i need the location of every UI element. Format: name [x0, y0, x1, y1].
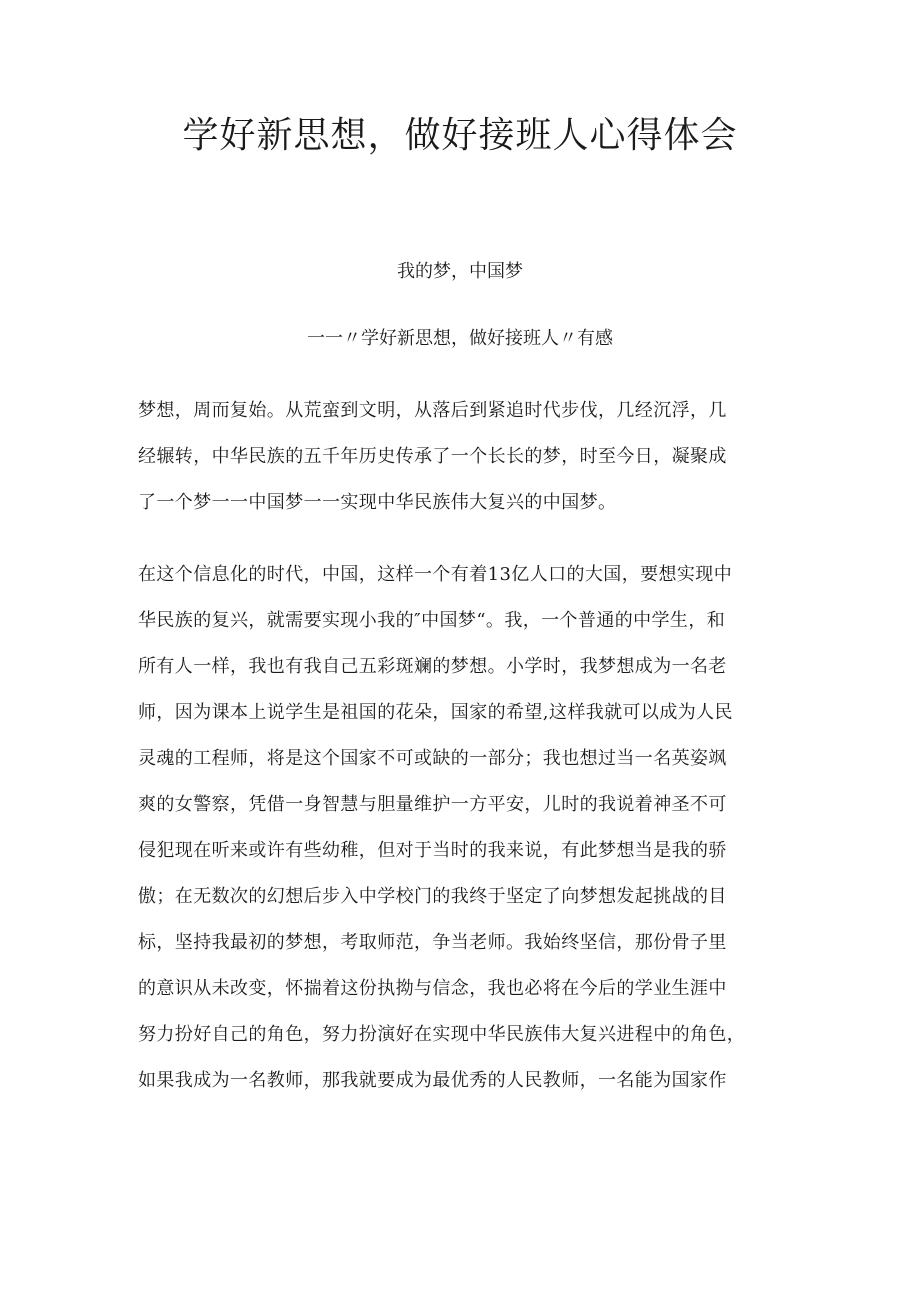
paragraph-line: 侵犯现在听来或许有些幼稚，但对于当时的我来说，有此梦想当是我的骄 [138, 840, 727, 861]
document-subsubtitle: 一一〃学好新思想，做好接班人〃有感 [307, 328, 613, 349]
paragraph-line: 努力扮好自己的角色，努力扮演好在实现中华民族伟大复兴进程中的角色， [138, 1024, 746, 1045]
paragraph-line: 经辗转，中华民族的五千年历史传承了一个长长的梦，时至今日，凝聚成 [138, 446, 727, 467]
paragraph-2 [138, 552, 798, 1104]
document-title: 学好新思想，做好接班人心得体会 [182, 115, 738, 156]
paragraph-1 [138, 388, 798, 526]
paragraph-line: 的意识从未改变，怀揣着这份执拗与信念，我也必将在今后的学业生涯中 [138, 978, 727, 999]
paragraph-line: 在这个信息化的时代，中国，这样一个有着13亿人口的大国，要想实现中 [138, 564, 733, 585]
paragraph-line: 如果我成为一名教师，那我就要成为最优秀的人民教师，一名能为国家作 [138, 1070, 727, 1091]
paragraph-line: 灵魂的工程师，将是这个国家不可或缺的一部分；我也想过当一名英姿飒 [138, 748, 727, 769]
paragraph-line: 所有人一样，我也有我自己五彩斑斓的梦想。小学时，我梦想成为一名老 [138, 656, 727, 677]
paragraph-line: 爽的女警察，凭借一身智慧与胆量维护一方平安，儿时的我说着神圣不可 [138, 794, 727, 815]
paragraph-line: 华民族的复兴，就需要实现小我的″中国梦“。我，一个普通的中学生，和 [138, 610, 726, 631]
paragraph-line: 梦想，周而复始。从荒蛮到文明，从落后到紧追时代步伐，几经沉浮，几 [138, 400, 727, 421]
paragraph-line: 傲；在无数次的幻想后步入中学校门的我终于坚定了向梦想发起挑战的目 [138, 886, 727, 907]
paragraph-line: 了一个梦一一中国梦一一实现中华民族伟大复兴的中国梦。 [138, 492, 617, 513]
document-subtitle: 我的梦，中国梦 [397, 261, 523, 282]
paragraph-line: 标，坚持我最初的梦想，考取师范，争当老师。我始终坚信，那份骨子里 [138, 932, 727, 953]
paragraph-line: 师，因为课本上说学生是祖国的花朵，国家的希望,这样我就可以成为人民 [138, 702, 733, 723]
